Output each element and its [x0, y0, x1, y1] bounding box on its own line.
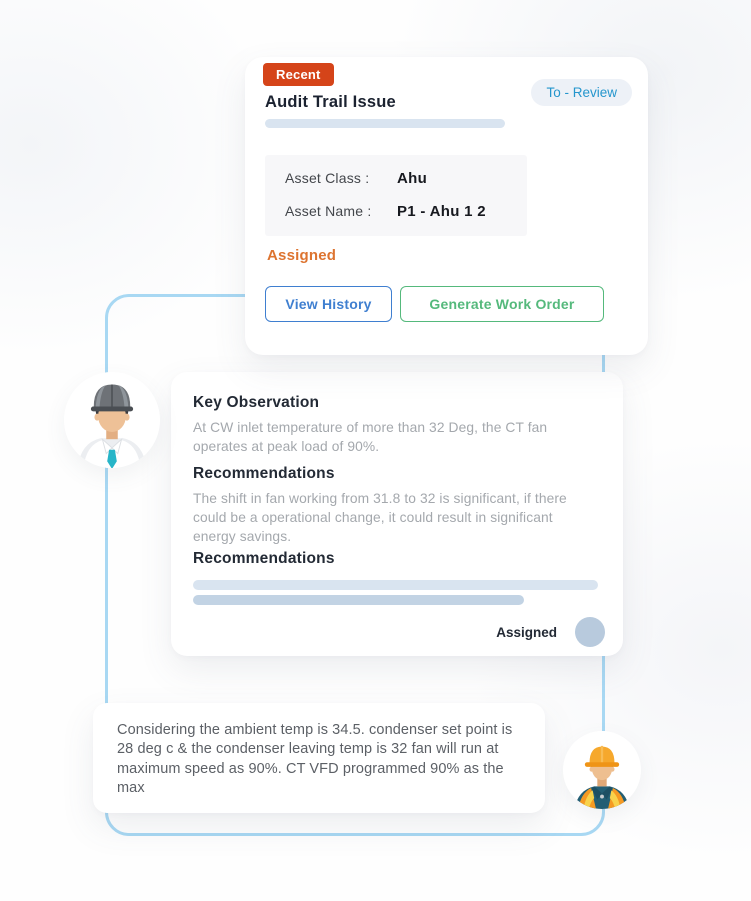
engineer-with-hardhat-icon — [64, 372, 160, 468]
asset-class-value: Ahu — [397, 170, 428, 187]
key-observation-body: At CW inlet temperature of more than 32 Deg, the CT fan operates at peak load of 90%. — [193, 420, 548, 455]
assigned-status-label: Assigned — [267, 247, 337, 264]
asset-class-label: Asset Class : — [285, 170, 370, 186]
view-history-button[interactable]: View History — [265, 286, 392, 322]
recommendations-heading: Recommendations — [193, 465, 335, 482]
recommendations-body: The shift in fan working from 31.8 to 32 is significant, if there could be a operational change, it could result in significant energy savings. — [193, 491, 567, 545]
asset-name-row — [285, 203, 486, 220]
worker-avatar — [563, 731, 641, 809]
assignee-avatar-placeholder — [575, 617, 605, 647]
chat-bubble — [93, 703, 545, 813]
chat-message-text: Considering the ambient temp is 34.5. condenser set point is 28 deg c & the condenser leaving temp is 32 fan will run at maximum speed as 90%. CT VFD programmed 90% as the max — [117, 722, 513, 796]
skeleton-bar — [193, 595, 524, 605]
assigned-label: Assigned — [496, 624, 557, 640]
recent-badge: Recent — [263, 63, 334, 86]
asset-name-label: Asset Name : — [285, 203, 372, 219]
key-observation-heading: Key Observation — [193, 394, 320, 411]
asset-class-row — [285, 170, 427, 187]
status-pill-to-review: To - Review — [531, 79, 632, 106]
asset-details-box — [265, 155, 527, 236]
issue-title: Audit Trail Issue — [265, 93, 396, 111]
audit-trail-issue-card — [245, 57, 648, 355]
asset-name-value: P1 - Ahu 1 2 — [397, 203, 486, 220]
skeleton-bar — [265, 119, 505, 128]
key-observation-card — [171, 372, 623, 656]
engineer-avatar — [64, 372, 160, 468]
skeleton-bar — [193, 580, 598, 590]
assigned-row — [496, 617, 605, 647]
generate-work-order-button[interactable]: Generate Work Order — [400, 286, 604, 322]
worker-with-helmet-icon — [563, 731, 641, 809]
recommendations-heading-2: Recommendations — [193, 550, 335, 567]
